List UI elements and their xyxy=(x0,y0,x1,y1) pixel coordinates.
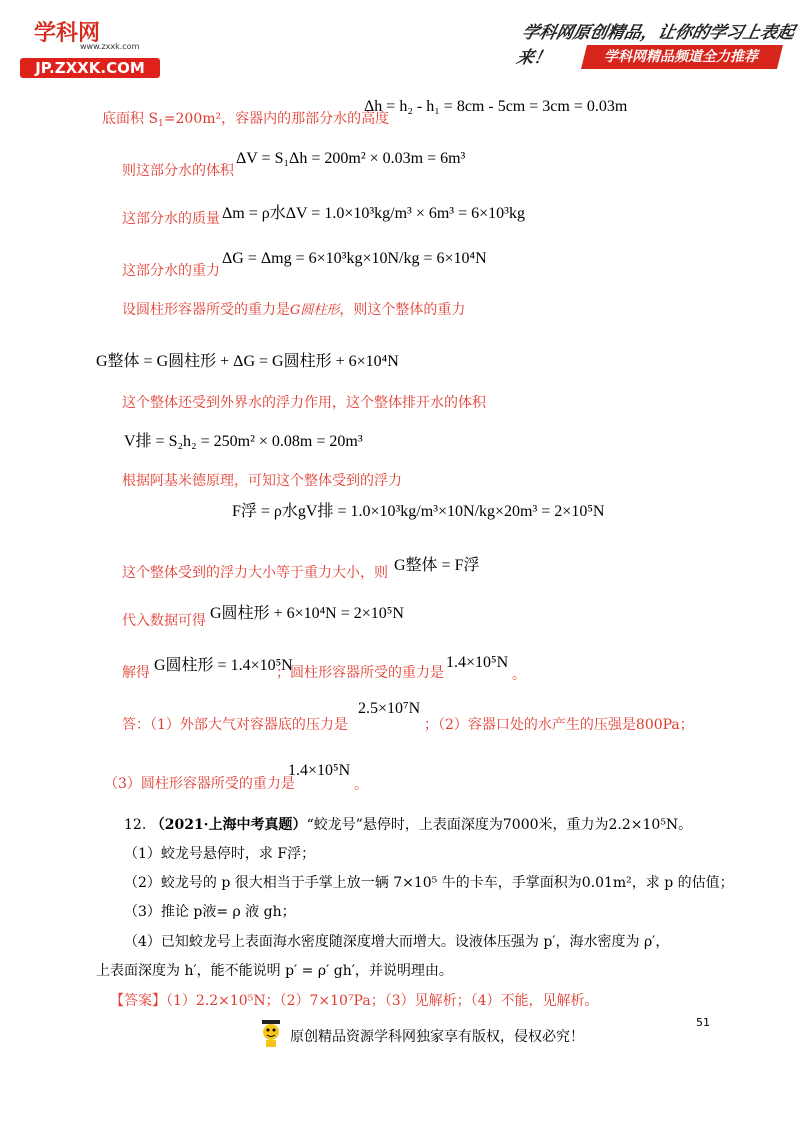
formula-delta-g: ΔG = Δmg = 6×10³kg×10N/kg = 6×10⁴N xyxy=(222,250,487,267)
question-part-4b: 上表面深度为 h′，能不能说明 p′ = ρ′ gh′，并说明理由。 xyxy=(96,963,453,979)
solution-line-3-label: 这部分水的质量 xyxy=(122,211,220,227)
line-text: ，则这个整体的重力 xyxy=(339,302,466,318)
period: 。 xyxy=(354,777,368,793)
period: 。 xyxy=(512,667,526,683)
page-number: 51 xyxy=(696,1016,710,1029)
footer-copyright: 原创精品资源学科网独家享有版权，侵权必究！ xyxy=(290,1029,584,1045)
solution-line-5 xyxy=(122,299,465,319)
header-banner: 学科网精品频道全力推荐 xyxy=(581,45,783,69)
site-logo xyxy=(20,14,160,77)
logo-text: 学科网 xyxy=(34,21,101,46)
formula-delta-v: ΔV = S₁Δh = 200m² × 0.03m = 6m³ xyxy=(236,150,466,167)
question-source: （2021·上海中考真题） xyxy=(150,817,307,833)
formula-g-total: G整体 = G圆柱形 + ΔG = G圆柱形 + 6×10⁴N xyxy=(96,353,399,370)
answer-text: （1）2.2×10⁵N；（2）7×10⁷Pa；（3）见解析；（4）不能，见解析。 xyxy=(166,993,599,1009)
header-slogan: 学科网原创精品，让你的学习上表起来！ xyxy=(514,23,797,68)
question-part-1: （1）蛟龙号悬停时，求 F浮； xyxy=(124,846,316,862)
answer-line-3: （3）圆柱形容器所受的重力是 xyxy=(104,776,295,792)
question-12-stem xyxy=(124,814,692,834)
formula-substitute: G圆柱形 + 6×10⁴N = 2×10⁵N xyxy=(210,605,404,622)
formula-answer-pressure-force: 2.5×10⁷N xyxy=(358,700,421,717)
formula-answer-gravity: 1.4×10⁵N xyxy=(288,762,351,779)
question-part-4a: （4）已知蛟龙号上表面海水密度随深度增大而增大。设液体压强为 p′，海水密度为 ρ′， xyxy=(124,934,670,950)
solution-line-12-label: 代入数据可得 xyxy=(122,613,206,629)
answer-label: 【答案】 xyxy=(110,993,166,1009)
symbol-g-cylinder: G圆柱形 xyxy=(290,303,340,318)
solution-line-7: 这个整体还受到外界水的浮力作用，这个整体排开水的体积 xyxy=(122,395,486,411)
solution-line-9: 根据阿基米德原理，可知这个整体受到的浮力 xyxy=(122,473,402,489)
question-stem-text: “蛟龙号”悬停时，上表面深度为7000米，重力为2.2×10⁵N。 xyxy=(306,817,693,833)
formula-delta-h: Δh = h₂ - h₁ = 8cm - 5cm = 3cm = 0.03m xyxy=(364,98,628,115)
question-part-2: （2）蛟龙号的 p 很大相当于手掌上放一辆 7×10⁵ 牛的卡车，手掌面积为0.01m²，求 p 的估值； xyxy=(124,875,734,891)
question-number: 12. xyxy=(124,817,147,833)
formula-v-displaced: V排 = S₂h₂ = 250m² × 0.08m = 20m³ xyxy=(124,433,363,450)
question-part-3: （3）推论 p液= ρ 液 gh； xyxy=(124,904,296,920)
solution-line-13-text: ；圆柱形容器所受的重力是 xyxy=(276,665,444,681)
logo-url: JP.ZXXK.COM xyxy=(20,58,160,78)
line-text: =200m²，容器内的那部分水的高度 xyxy=(163,111,390,127)
line-text: 设圆柱形容器所受的重力是 xyxy=(122,302,290,318)
solution-line-2-label: 则这部分水的体积 xyxy=(122,163,234,179)
logo-subtext: www.zxxk.com xyxy=(80,42,140,51)
answer-line-1b: ；（2）容器口处的水产生的压强是800Pa； xyxy=(424,717,694,733)
solution-line-1: 底面积 $S_1=200m^2$，容器内的那部分水的高度 xyxy=(102,111,390,129)
solution-line-11-label: 这个整体受到的浮力大小等于重力大小，则 xyxy=(122,565,388,581)
solution-line-13-label: 解得 xyxy=(122,665,150,681)
formula-g-cylinder: G圆柱形 = 1.4×10⁵N xyxy=(154,657,293,674)
formula-delta-m: Δm = ρ水ΔV = 1.0×10³kg/m³ × 6m³ = 6×10³kg xyxy=(222,205,525,222)
line-text: 底面积 S xyxy=(102,111,159,127)
formula-buoyancy: F浮 = ρ水gV排 = 1.0×10³kg/m³×10N/kg×20m³ = 2×10⁵N xyxy=(232,503,605,520)
answer-summary xyxy=(110,990,599,1010)
formula-balance: G整体 = F浮 xyxy=(394,557,480,574)
solution-line-4-label: 这部分水的重力 xyxy=(122,263,220,279)
formula-result-g: 1.4×10⁵N xyxy=(446,654,509,671)
mascot-icon xyxy=(258,1018,284,1048)
answer-line-1a: 答：（1）外部大气对容器底的压力是 xyxy=(122,717,348,733)
